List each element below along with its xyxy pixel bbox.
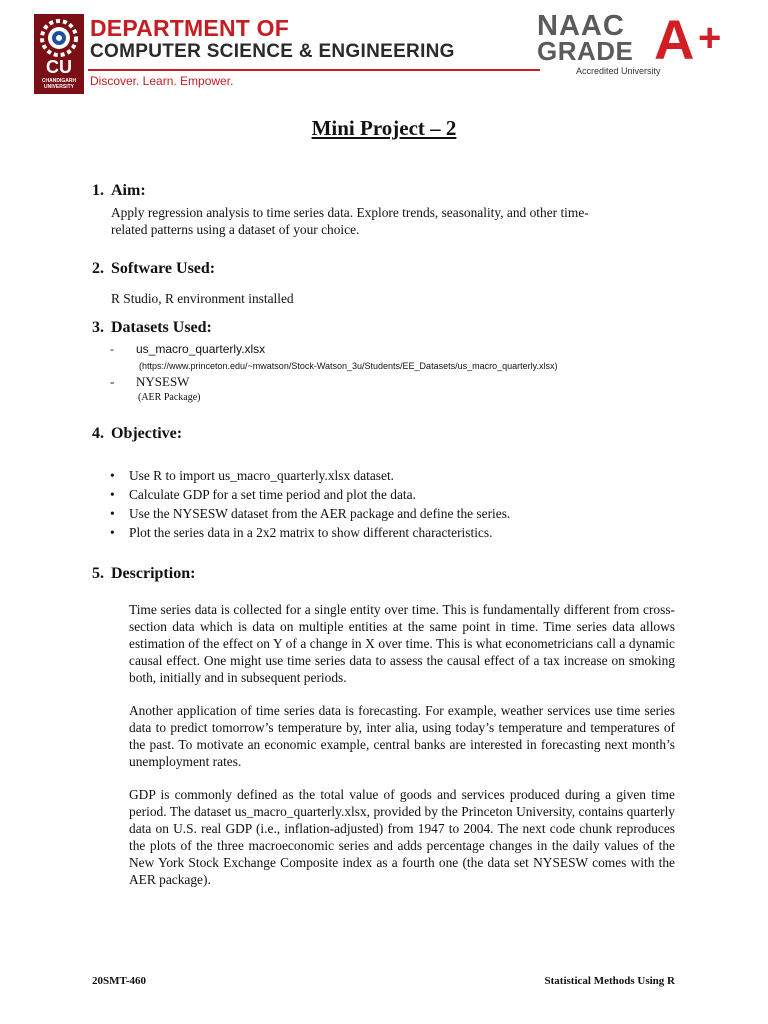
footer-course-name: Statistical Methods Using R xyxy=(544,975,675,987)
bullet-icon: • xyxy=(110,468,115,483)
footer-course-code: 20SMT-460 xyxy=(92,975,146,987)
university-logo xyxy=(34,14,84,94)
bullet-icon: • xyxy=(110,506,115,521)
list-dash: - xyxy=(110,342,114,356)
dataset-source-link: (https://www.princeton.edu/~mwatson/Stock-Watson_3u/Students/EE_Datasets/us_macro_quarterly.xlsx) xyxy=(139,361,558,371)
list-item xyxy=(110,466,510,485)
section-number: 2. xyxy=(92,260,104,277)
logo-letters: CU xyxy=(46,57,72,77)
grade-letter: A xyxy=(654,8,695,71)
section-title: Objective: xyxy=(111,425,183,442)
list-item-text: Calculate GDP for a set time period and plot the data. xyxy=(129,487,416,502)
list-item xyxy=(110,504,510,523)
tagline: Discover. Learn. Empower. xyxy=(90,74,234,88)
list-item xyxy=(110,485,510,504)
list-item xyxy=(110,523,510,542)
section-number: 1. xyxy=(92,182,104,199)
dataset-source-note: (AER Package) xyxy=(138,392,201,403)
dataset-name: us_macro_quarterly.xlsx xyxy=(136,342,266,356)
naac-label: NAAC xyxy=(537,10,625,42)
section-title: Datasets Used: xyxy=(111,319,212,336)
section-heading-objective xyxy=(92,425,182,443)
department-line2: COMPUTER SCIENCE & ENGINEERING xyxy=(90,41,455,62)
logo-subtext: CHANDIGARH UNIVERSITY xyxy=(41,78,77,90)
section-number: 4. xyxy=(92,425,104,442)
section-heading-software xyxy=(92,260,215,278)
list-item-text: Use the NYSESW dataset from the AER package and define the series. xyxy=(129,506,511,521)
tagline-divider xyxy=(88,69,540,71)
gear-emblem-icon xyxy=(39,18,79,58)
dataset-name: NYSESW xyxy=(136,374,190,389)
list-item-text: Use R to import us_macro_quarterly.xlsx dataset. xyxy=(129,468,395,483)
list-item xyxy=(110,375,189,389)
description-paragraph: GDP is commonly defined as the total value of goods and services produced during a given time period. The dataset us_macro_quarterly.xlsx, provided by the Princeton University, contains quarterly data on U.S. real GDP (i.e., inflation-adjusted) from 1947 to 2004. The next code chunk reproduces the plots of the three macroeconomic series and adds percentage changes in the daily values of the New York Stock Exchange Composite index as a fourth one (the data set NYSESW comes with the AER package). xyxy=(129,787,675,887)
list-dash: - xyxy=(110,374,115,389)
aim-text-line1: Apply regression analysis to time series data. Explore trends, seasonality, and other time- xyxy=(111,205,589,220)
grade-plus: + xyxy=(698,16,722,60)
header-banner xyxy=(30,6,742,92)
accredited-label: Accredited University xyxy=(576,66,661,76)
section-heading-description xyxy=(92,565,195,583)
software-text: R Studio, R environment installed xyxy=(111,291,294,306)
section-title: Aim: xyxy=(111,182,146,199)
description-paragraph: Time series data is collected for a single entity over time. This is fundamentally different from cross-section data which is data on multiple entities at the same point in time. Time series data allows estimation of the effect on Y of a change in X over time. This is what econometricians call a dynamic causal effect. One might use time series data to assess the causal effect of a tax increase on smoking both, initially and in subsequent periods. xyxy=(129,602,675,685)
section-heading-aim xyxy=(92,182,146,200)
section-title: Software Used: xyxy=(111,260,216,277)
description-paragraph: Another application of time series data is forecasting. For example, weather services use time series data to predict tomorrow’s temperature by, inter alia, using today’s temperature and temperatures of the past. To motivate an economic example, central banks are interested in forecasting next month’s unemployment rates. xyxy=(129,703,675,769)
bullet-icon: • xyxy=(110,525,115,540)
department-line1: DEPARTMENT OF xyxy=(90,15,289,41)
list-item xyxy=(110,342,265,356)
section-number: 5. xyxy=(92,565,104,582)
list-item-text: Plot the series data in a 2x2 matrix to show different characteristics. xyxy=(129,525,493,540)
objective-list xyxy=(110,466,510,542)
section-title: Description: xyxy=(111,565,196,582)
section-heading-datasets xyxy=(92,319,212,337)
grade-label: GRADE xyxy=(537,36,634,66)
page-title: Mini Project – 2 xyxy=(311,116,457,140)
bullet-icon: • xyxy=(110,487,115,502)
aim-text-line2: related patterns using a dataset of your choice. xyxy=(111,222,360,237)
section-number: 3. xyxy=(92,319,104,336)
